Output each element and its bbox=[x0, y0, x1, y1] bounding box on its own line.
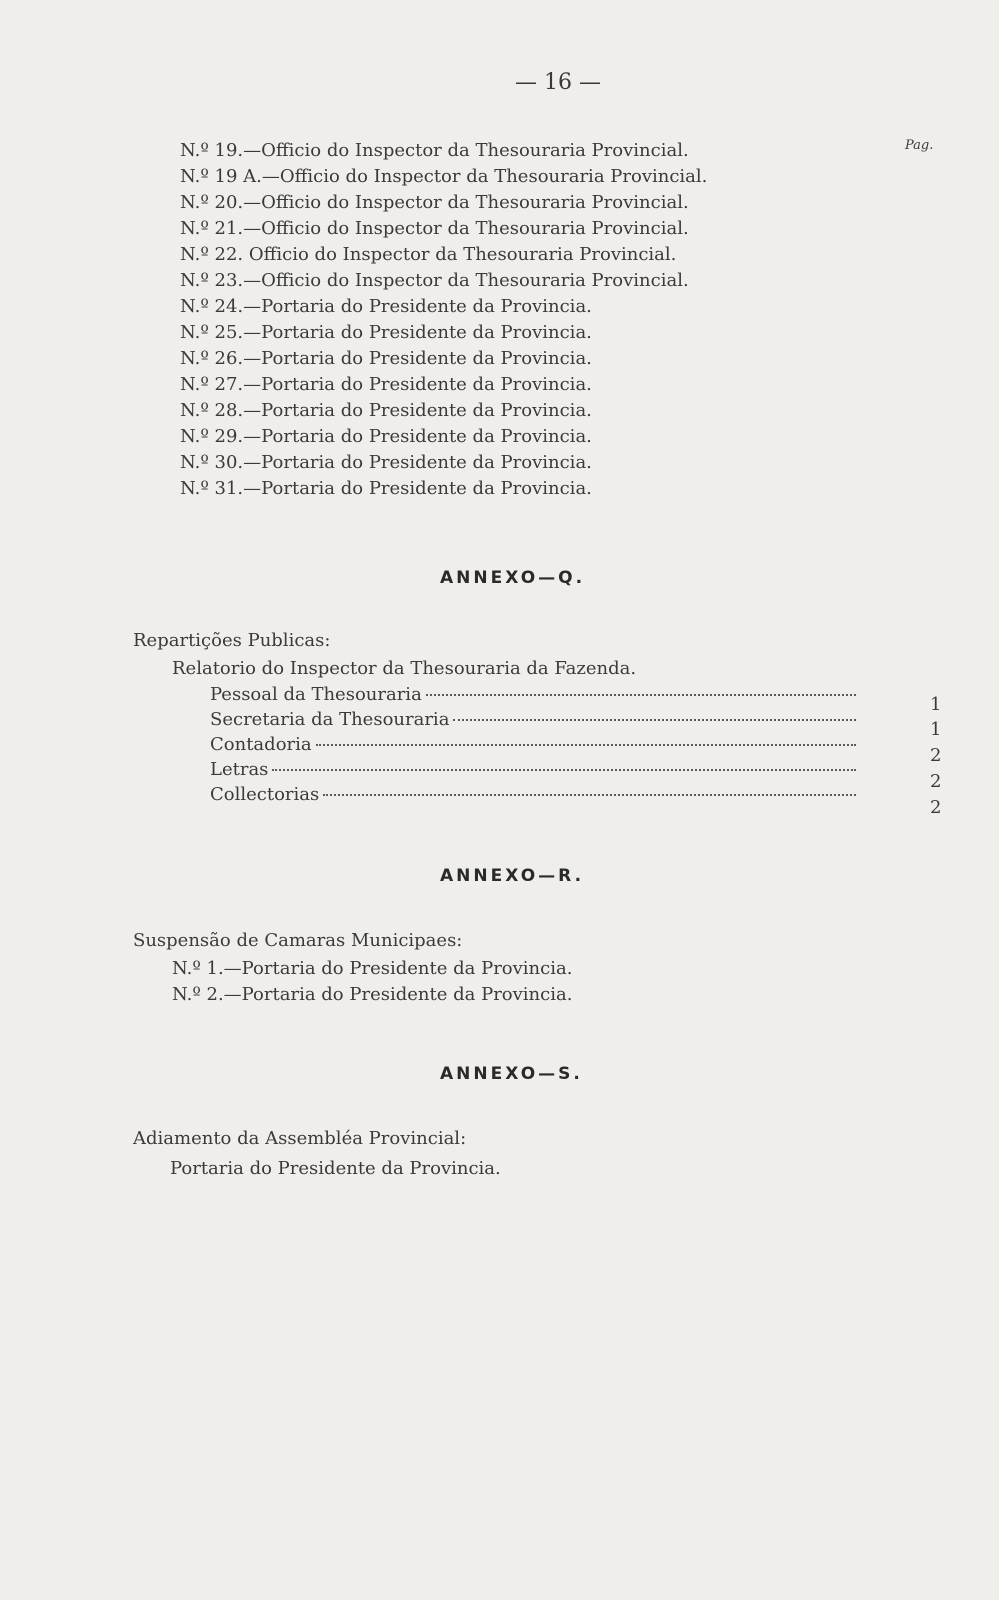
toc-item-page: 2 bbox=[930, 797, 942, 818]
list-item: N.º 30.—Portaria do Presidente da Provincia. bbox=[180, 452, 592, 473]
page-number: — 16 — bbox=[515, 70, 601, 95]
list-item: N.º 25.—Portaria do Presidente da Provincia. bbox=[180, 322, 592, 343]
annex-r-line: N.º 1.—Portaria do Presidente da Provincia. bbox=[172, 958, 573, 979]
toc-item-label: Secretaria da Thesouraria bbox=[210, 709, 450, 730]
list-item: N.º 23.—Officio do Inspector da Thesouraria Provincial. bbox=[180, 270, 689, 291]
dot-leader bbox=[316, 744, 856, 746]
annex-q-section-title: Repartições Publicas: bbox=[133, 630, 331, 651]
list-item: N.º 26.—Portaria do Presidente da Provincia. bbox=[180, 348, 592, 369]
dot-leader bbox=[272, 769, 856, 771]
toc-item-contadoria bbox=[210, 734, 860, 760]
document-entry-list bbox=[180, 138, 707, 502]
list-item: N.º 20.—Officio do Inspector da Thesouraria Provincial. bbox=[180, 192, 689, 213]
toc-item-label: Pessoal da Thesouraria bbox=[210, 684, 422, 705]
toc-item-letras bbox=[210, 759, 860, 785]
toc-item-pessoal bbox=[210, 684, 860, 710]
pag-column-label: Pag. bbox=[905, 138, 934, 153]
dot-leader bbox=[453, 719, 856, 721]
annex-s-heading: ANNEXO—S. bbox=[440, 1064, 583, 1084]
toc-item-label: Letras bbox=[210, 759, 269, 780]
toc-item-page: 2 bbox=[930, 771, 942, 792]
annex-r-heading: ANNEXO—R. bbox=[440, 866, 585, 886]
dot-leader bbox=[323, 794, 856, 796]
annex-q-heading: ANNEXO—Q. bbox=[440, 568, 586, 588]
toc-item-page: 2 bbox=[930, 745, 942, 766]
list-item: N.º 24.—Portaria do Presidente da Provincia. bbox=[180, 296, 592, 317]
annex-q-subtitle: Relatorio do Inspector da Thesouraria da Fazenda. bbox=[172, 658, 637, 679]
list-item: N.º 29.—Portaria do Presidente da Provincia. bbox=[180, 426, 592, 447]
list-item: N.º 27.—Portaria do Presidente da Provincia. bbox=[180, 374, 592, 395]
list-item: N.º 22. Officio do Inspector da Thesouraria Provincial. bbox=[180, 244, 677, 265]
list-item: N.º 19.—Officio do Inspector da Thesouraria Provincial. bbox=[180, 140, 689, 161]
annex-r-line: N.º 2.—Portaria do Presidente da Provincia. bbox=[172, 984, 573, 1005]
annex-s-section-title: Adiamento da Assembléa Provincial: bbox=[133, 1128, 467, 1149]
list-item: N.º 31.—Portaria do Presidente da Provincia. bbox=[180, 478, 592, 499]
list-item: N.º 21.—Officio do Inspector da Thesouraria Provincial. bbox=[180, 218, 689, 239]
toc-item-label: Contadoria bbox=[210, 734, 312, 755]
list-item: N.º 28.—Portaria do Presidente da Provincia. bbox=[180, 400, 592, 421]
toc-item-page: 1 bbox=[930, 719, 942, 740]
toc-item-page: 1 bbox=[930, 694, 942, 715]
toc-item-label: Collectorias bbox=[210, 784, 320, 805]
toc-item-secretaria bbox=[210, 709, 860, 735]
annex-s-line: Portaria do Presidente da Provincia. bbox=[170, 1158, 501, 1179]
dot-leader bbox=[426, 694, 856, 696]
toc-item-collectorias bbox=[210, 784, 860, 810]
list-item: N.º 19 A.—Officio do Inspector da Thesouraria Provincial. bbox=[180, 166, 708, 187]
annex-r-section-title: Suspensão de Camaras Municipaes: bbox=[133, 930, 463, 951]
